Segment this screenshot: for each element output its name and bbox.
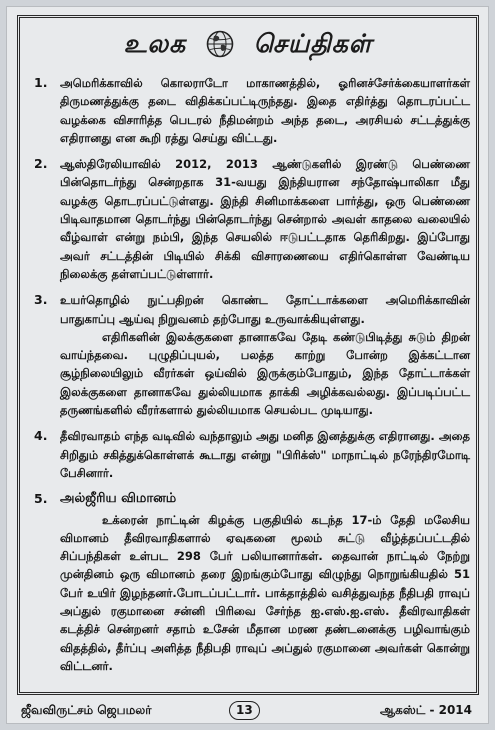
footer-magazine-name: ஜீவவிருட்சம் ஜெபமலர்: [21, 703, 152, 717]
footer-issue-date: ஆகஸ்ட் - 2014: [379, 703, 472, 717]
globe-icon: [206, 30, 234, 58]
item-heading: அல்ஜீரிய விமானம்: [60, 491, 177, 507]
item-text: உக்ரைன் நாட்டின் கிழக்கு பகுதியில் கடந்த 17-ம் தேதி மலேசிய விமானம் தீவிரவாதிகளால் ஏவுகனை மூலம் சுட்டு வீழ்த்தப்பட்டதில் சிப்பந்திகள் உள்பட 298 பேர் பலியானார்கள். தைவான் நாட்டில் நேற்று முன்தினம் ஒரு விமானம் தரை இறங்கும்போது விழுந்து நொறுங்கியதில் 51 பேர் உயிர் இழந்தனர்.போடப்பட்டார். பாக்தாத்தில் வசித்துவந்த நீதிபதி ராவுப் அப்துல் ரகுமானை சன்னி பிரிவை சேர்ந்த ஐ.எஸ்.ஐ.எஸ். தீவிரவாதிகள் கடத்திச் சென்றனர் சதாம் உசேன் மீதான மரண தண்டனைக்கு பழிவாங்கும் விதத்தில், தீர்ப்பு அளித்த நீதிபதி ராவுப் அப்துல் ரகுமானை அவர்கள் கொன்று விட்டனர்.: [60, 512, 470, 673]
item-number: 4.: [34, 428, 48, 444]
item-number: 2.: [34, 156, 48, 172]
item-number: 3.: [34, 292, 48, 308]
page-title: [20, 20, 476, 64]
news-list: [34, 74, 470, 683]
item-number: 5.: [34, 491, 48, 507]
item-text: உயர்தொழில் நுட்பதிறன் கொண்ட தோட்டாக்களை அமெரிக்காவின் பாதுகாப்பு ஆய்வு நிறுவனம் தற்போது உருவாக்கியுள்ளது.: [60, 293, 470, 326]
news-item: [34, 490, 470, 675]
news-item: [34, 427, 470, 482]
magazine-page: [6, 6, 489, 724]
item-text: தீவிரவாதம் எந்த வடிவில் வந்தாலும் அது மனித இனத்துக்கு எதிரானது. அதை சிறிதும் சகித்துக்கொள்ளக் கூடாது என்று "பிரிக்ஸ்" மாநாட்டில் நரேந்திரமோடி பேசினார்.: [60, 429, 470, 480]
title-word-2: செய்திகள்: [253, 28, 373, 58]
content-frame: [17, 15, 479, 695]
title-word-1: உலக: [123, 28, 187, 58]
news-item: [34, 155, 470, 283]
item-text: அமெரிக்காவில் கொலராடோ மாகாணத்தில், ஓரினச்சேர்க்கையாளர்கள் திருமணத்துக்கு தடை விதிக்கப்பட்டிருந்தது. இதை எதிர்த்து தொடரப்பட்ட வழக்கை விசாரித்த பெடரல் நீதிமன்றம் அந்த தடை, அரசியல் சட்டத்துக்கு எதிரானது என கூறி ரத்து செய்து விட்டது.: [60, 76, 470, 145]
item-text: ஆஸ்திரேலியாவில் 2012, 2013 ஆண்டுகளில் இரண்டு பெண்ணை பின்தொடர்ந்து சென்றதாக 31-வயது இந்தியரான சந்தோஷ்பாலிகா மீது வழக்கு தொடரப்பட்டுள்ளது. இந்தி சினிமாக்களை பார்த்து, ஒரு பெண்ணை பிடிவாதமான தொடர்ந்து பின்தொடர்ந்து சென்றால் அவள் காதலை வலையில் வீழ்வாள் என்று நம்பி, இந்த செயலில் ஈடுபட்டதாக தெரிகிறது. இப்போது அவர் சட்டத்தின் பிடியில் சிக்கி விசாரணையை எதிர்கொள்ள வேண்டிய நிலைக்கு தள்ளப்பட்டுள்ளார்.: [60, 157, 470, 281]
news-item: [34, 291, 470, 419]
news-item: [34, 74, 470, 147]
page-number: 13: [229, 701, 260, 720]
item-number: 1.: [34, 75, 48, 90]
item-text-continued: எதிரிகளின் இலக்குகளை தானாகவே தேடி கண்டுபிடித்து சுடும் திறன் வாய்ந்தவை. புழுதிப்புயல், பலத்த காற்று போன்ற இக்கட்டான சூழ்நிலையிலும் வீரர்கள் ஒய்வில் இருக்கும்போதும், இந்த தோட்டாக்கள் இலக்குகளை தானாகவே துல்லியமாக தாக்கி அழிக்கவல்லது. இப்படிப்பட்ட தருணங்களில் வீரர்களால் துல்லியமாக செயல்பட முடியாது.: [60, 329, 470, 418]
page-footer: [17, 701, 478, 721]
